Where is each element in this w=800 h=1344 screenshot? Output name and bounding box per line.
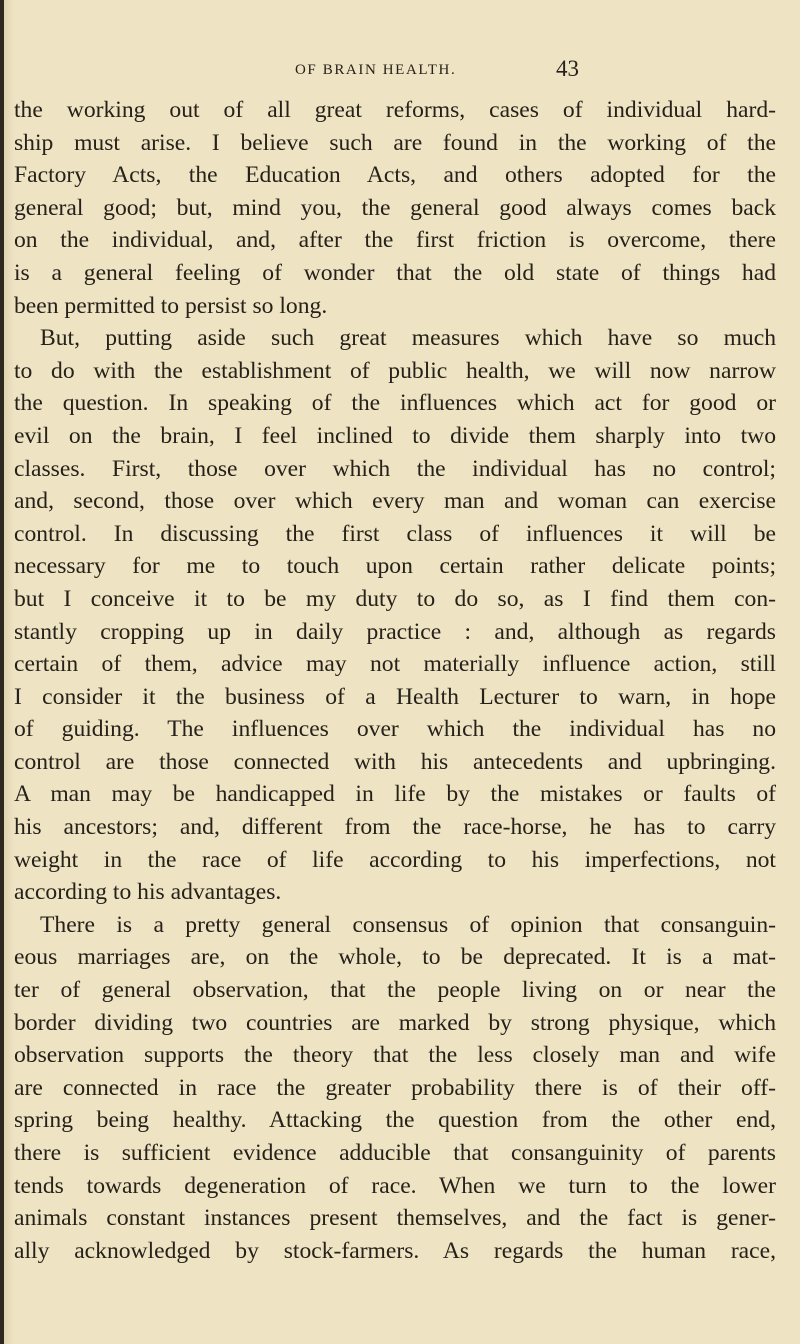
text-line: stantly cropping up in daily practice : and, although as regards <box>14 618 776 645</box>
text-line: ally acknowledged by stock-farmers. As regards the human race, <box>14 1237 776 1264</box>
text-line: there is sufficient evidence adducible that consanguinity of parents <box>14 1140 776 1166</box>
body-text <box>14 94 776 1267</box>
text-line: tends towards degeneration of race. When we turn to the lower <box>14 1172 776 1199</box>
text-line: control are those connected with his antecedents and upbringing. <box>14 748 776 775</box>
text-line: his ancestors; and, different from the race-horse, he has to carry <box>14 814 776 841</box>
page-number: 43 <box>556 56 579 81</box>
text-line: been permitted to persist so long. <box>14 292 328 319</box>
text-line: and, second, those over which every man and woman can exercise <box>14 488 776 515</box>
text-line: weight in the race of life according to his imperfections, not <box>14 846 776 873</box>
text-line: But, putting aside such great measures which have so much <box>40 325 776 352</box>
text-line: animals constant instances present themselves, and the fact is gener- <box>14 1205 776 1232</box>
running-header <box>0 56 800 86</box>
text-line: to do with the establishment of public health, we will now narrow <box>14 357 776 384</box>
text-line: but I conceive it to be my duty to do so, as I find them con- <box>14 585 776 612</box>
text-line: observation supports the theory that the less closely man and wife <box>14 1042 776 1069</box>
text-line: I consider it the business of a Health Lecturer to warn, in hope <box>14 683 776 710</box>
text-line: control. In discussing the first class of influences it will be <box>14 520 776 547</box>
text-line: certain of them, advice may not materially influence action, still <box>14 651 776 678</box>
text-line: according to his advantages. <box>14 879 282 906</box>
binding-edge <box>0 0 4 1344</box>
text-line: evil on the brain, I feel inclined to divide them sharply into two <box>14 422 776 449</box>
text-line: general good; but, mind you, the general good always comes back <box>14 194 776 221</box>
text-line: are connected in race the greater probability there is of their off- <box>14 1074 776 1101</box>
text-line: There is a pretty general consensus of opinion that consanguin- <box>40 911 776 938</box>
text-line: border dividing two countries are marked by strong physique, which <box>14 1009 776 1036</box>
text-line: the working out of all great reforms, cases of individual hard- <box>14 97 776 123</box>
text-line: necessary for me to touch upon certain rather delicate points; <box>14 553 776 580</box>
text-line: classes. First, those over which the individual has no control; <box>14 455 776 482</box>
text-line: of guiding. The influences over which the individual has no <box>14 716 776 743</box>
text-line: ship must arise. I believe such are found in the working of the <box>14 129 776 156</box>
text-line: is a general feeling of wonder that the old state of things had <box>14 259 776 286</box>
text-line: Factory Acts, the Education Acts, and others adopted for the <box>14 162 776 189</box>
text-line: spring being healthy. Attacking the question from the other end, <box>14 1107 776 1134</box>
running-title: OF BRAIN HEALTH. <box>295 62 457 78</box>
text-line: on the individual, and, after the first friction is overcome, there <box>14 227 776 254</box>
text-line: A man may be handicapped in life by the mistakes or faults of <box>14 781 776 808</box>
text-line: eous marriages are, on the whole, to be deprecated. It is a mat- <box>14 944 776 971</box>
text-line: the question. In speaking of the influences which act for good or <box>14 390 776 417</box>
text-line: ter of general observation, that the people living on or near the <box>14 977 776 1004</box>
